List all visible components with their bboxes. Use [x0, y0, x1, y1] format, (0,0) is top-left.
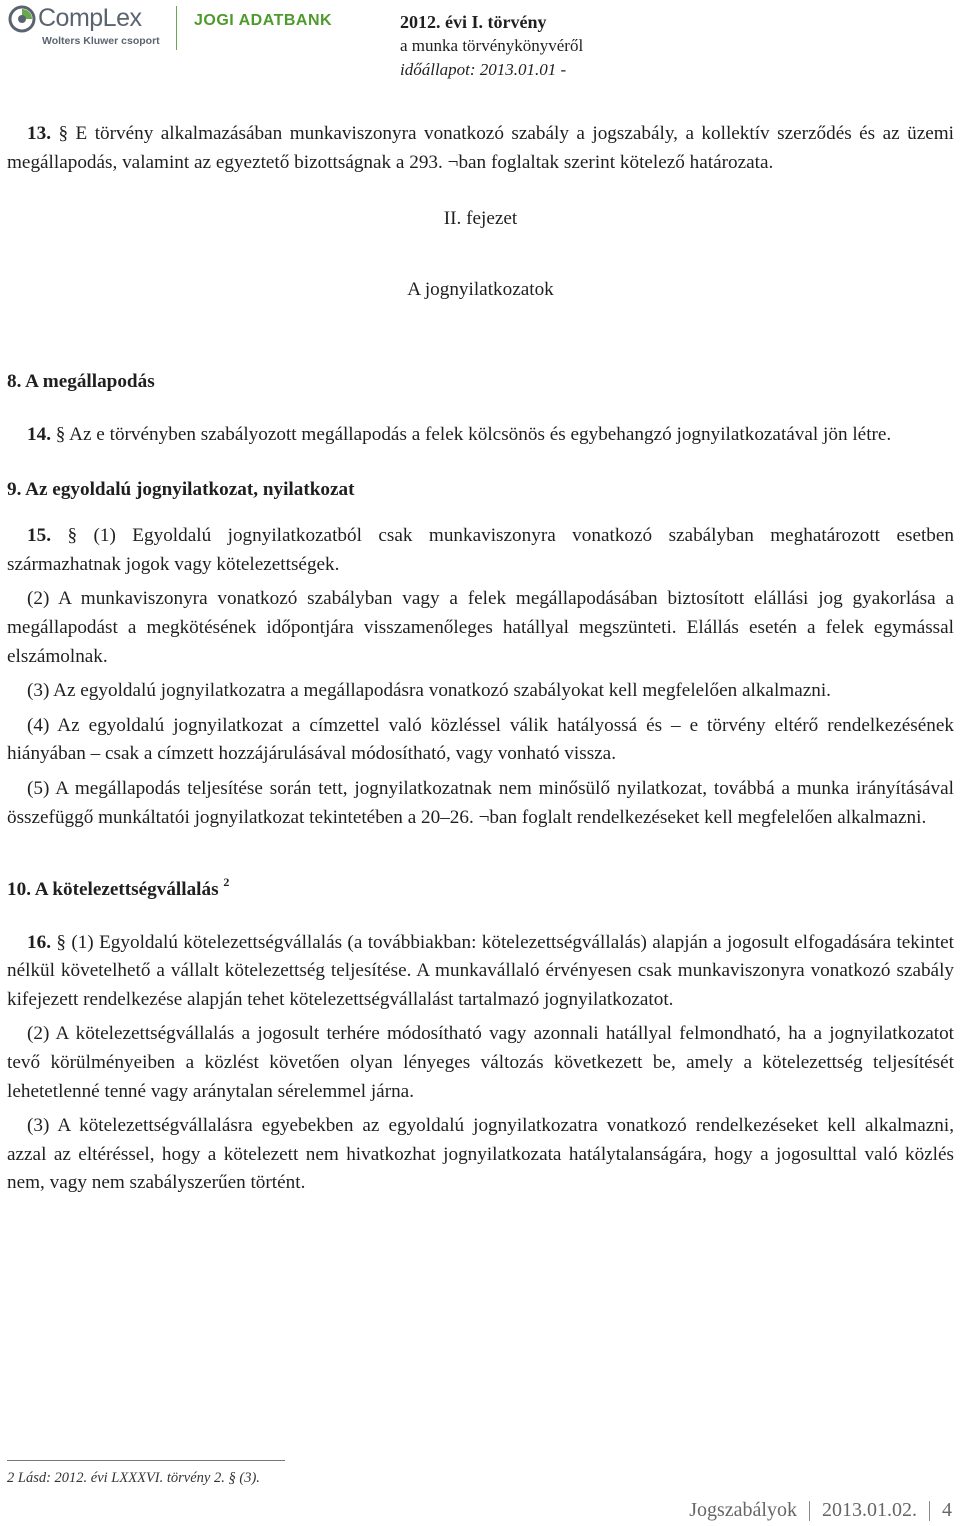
footer-divider: [809, 1501, 810, 1521]
section-text: Az e törvényben szabályozott megállapodás a felek kölcsönös és egybehangzó jognyilatkozatával jön létre.: [69, 423, 892, 445]
subheading-10-text: 10. A kötelezettségvállalás: [7, 879, 219, 901]
header-divider: [176, 6, 177, 50]
chapter-number: II. fejezet: [443, 208, 518, 230]
subheading-8: 8. A megállapodás: [7, 371, 155, 393]
section-16-1: [7, 929, 954, 1015]
section-number: 13.: [27, 123, 51, 144]
complex-logo-text: CompLex: [38, 4, 142, 32]
document-subtitle: a munka törvénykönyvéről: [400, 36, 584, 55]
section-number: 15.: [27, 525, 51, 547]
section-14: [7, 421, 954, 450]
section-15-1: [7, 522, 954, 579]
section-mark-icon: §: [58, 123, 69, 144]
section-16-3: (3) A kötelezettségvállalásra egyebekben az egyoldalú jognyilatkozatra vonatkozó rendelkezéseket kell alkalmazni, azzal az eltéréssel, hogy a kötelezett nem hivatkozhat jognyilatkozata hatálytalanságára, hogy a jogosulttal való közlés nem, vagy nem szabályszerűen történt.: [7, 1115, 954, 1194]
document-body: [7, 120, 954, 1198]
section-15-3: (3) Az egyoldalú jognyilatkozatra a megállapodásra vonatkozó szabályokat kell megfelelően alkalmazni.: [27, 680, 831, 702]
section-15-2: (2) A munkaviszonyra vonatkozó szabályban vagy a felek megállapodásában biztosított elállási jog gyakorlása a megállapodást a megkötésének időpontjára visszamenőleges hatállyal megszünteti. Elállás esetén a felek egymással elszámolnak.: [7, 588, 954, 667]
document-info: [400, 10, 583, 82]
section-15-4: (4) Az egyoldalú jognyilatkozat a címzettel való közléssel válik hatályossá és – e törvény eltérő rendelkezésének hiányában – csak a címzett hozzájárulásával módosítható, vagy vonható vissza.: [7, 714, 954, 765]
section-number: 16.: [27, 931, 51, 953]
section-text: (1) Egyoldalú kötelezettségvállalás (a továbbiakban: kötelezettségvállalás) alapján a jogosult elfogadására tekintet nélkül követelhető a vállalt kötelezettség teljesítése. A munkavállaló érvényesen csak munkaviszonyra vonatkozó szabály kifejezett rendelkezése alapján tehet kötelezettségvállalást tartalmazó jognyilatkozatot.: [7, 931, 955, 1010]
section-15-5: (5) A megállapodás teljesítése során tett, jognyilatkozatnak nem minősülő nyilatkozat, továbbá a munka irányításával összefüggő munkáltatói jognyilatkozat tekintetében a 20–26. ¬ban foglalt rendelkezéseket kell megfelelően alkalmazni.: [7, 777, 954, 828]
page-header: [0, 0, 960, 90]
section-13: [7, 120, 954, 177]
footer-divider: [929, 1501, 930, 1521]
footnote: 2 Lásd: 2012. évi LXXXVI. törvény 2. § (3).: [7, 1470, 260, 1486]
section-text: (1) Egyoldalú jognyilatkozatból csak munkaviszonyra vonatkozó szabályban meghatározott esetben származhatnak jogok vagy kötelezettségek.: [7, 525, 954, 575]
jogi-adatbank-logo: JOGI ADATBANK: [194, 12, 333, 29]
complex-logo-subtitle: Wolters Kluwer csoport: [42, 35, 160, 47]
footer-date: 2013.01.02.: [822, 1499, 917, 1521]
section-text: E törvény alkalmazásában munkaviszonyra vonatkozó szabály a jogszabály, a kollektív szerződés és az üzemi megállapodás, valamint az egyeztető bizottságnak a 293. ¬ban foglaltak szerint kötelező határozata.: [7, 123, 954, 173]
chapter-title: A jognyilatkozatok: [407, 278, 554, 300]
document-title: 2012. évi I. törvény: [400, 12, 547, 32]
footnote-divider: [7, 1460, 285, 1461]
footer-label: Jogszabályok: [689, 1499, 797, 1521]
section-mark-icon: §: [56, 931, 66, 953]
complex-logo: [8, 4, 158, 50]
section-mark-icon: §: [67, 525, 78, 547]
subheading-9: 9. Az egyoldalú jognyilatkozat, nyilatkozat: [7, 478, 355, 500]
page-number: 4: [942, 1499, 952, 1521]
page-footer: [689, 1499, 952, 1522]
section-mark-icon: §: [55, 423, 66, 445]
subheading-10: [7, 868, 954, 905]
section-number: 14.: [27, 423, 51, 445]
document-state: időállapot: 2013.01.01 -: [400, 60, 567, 79]
section-16-2: (2) A kötelezettségvállalás a jogosult terhére módosítható vagy azonnali hatállyal felmondható, ha a jognyilatkozatot tevő körülményeiben a közlést követően olyan lényeges változás következett be, amely a kötelezettség teljesítését lehetetlenné tenné vagy aránytalan sérelemmel járna.: [7, 1023, 954, 1102]
footnote-reference[interactable]: 2: [223, 875, 230, 890]
complex-logo-icon: [8, 5, 36, 33]
